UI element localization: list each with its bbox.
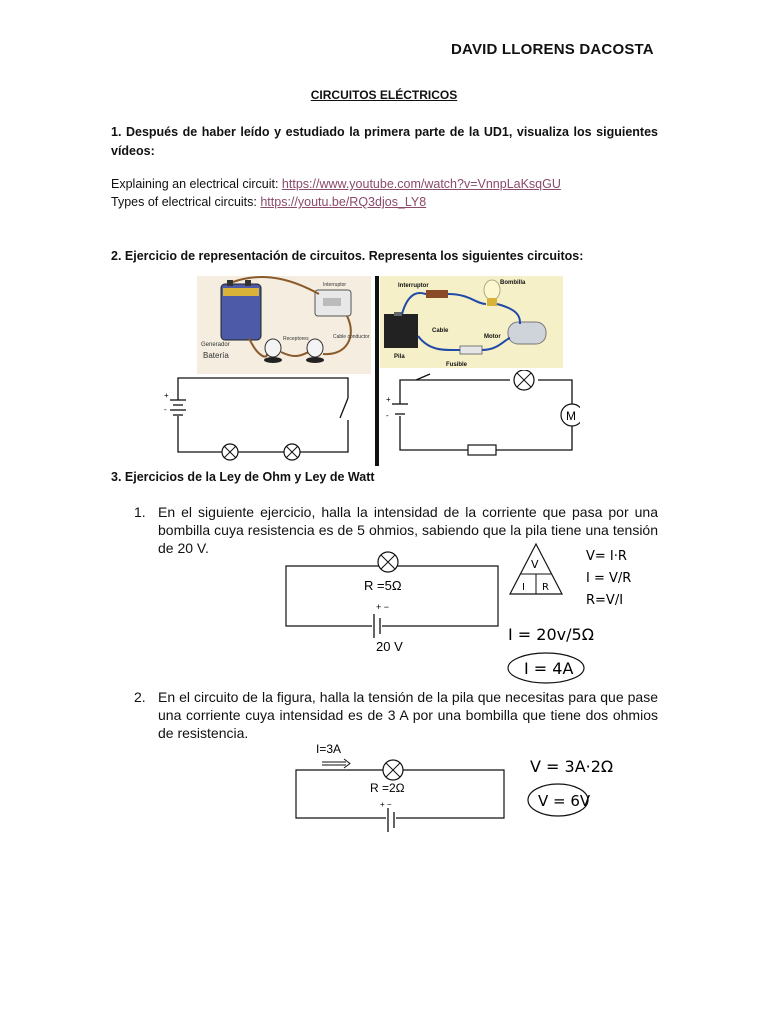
ohm-triangle-notes <box>506 540 666 690</box>
exercise-1-number: 1. <box>134 504 146 520</box>
circuit-schematics <box>160 370 580 470</box>
ex1-battery-signs: + − <box>376 602 390 612</box>
link-line-2 <box>111 195 426 209</box>
triangle-r: R <box>542 582 549 593</box>
exercise-1-circuit <box>284 548 504 658</box>
ex1-voltage-label: 20 V <box>376 639 403 654</box>
ex2-handwritten-notes <box>526 750 656 830</box>
exercise-2-circuit <box>292 740 512 840</box>
photo2-label-cable: Cable <box>432 328 449 334</box>
right-battery-plus: + <box>386 395 391 404</box>
exercise-2-text <box>134 688 658 742</box>
photo2-label-motor: Motor <box>484 334 501 340</box>
exercise-2-number: 2. <box>134 689 146 705</box>
formula-i: I = V/R <box>586 571 632 586</box>
question-3-heading: 3. Ejercicios de la Ley de Ohm y Ley de Watt <box>111 470 375 484</box>
ex2-resistance-label: R =2Ω <box>370 781 405 795</box>
circuit-photo-left <box>197 276 371 374</box>
ex1-work: I = 20v/5Ω <box>508 625 594 644</box>
link-explaining-circuit[interactable]: https://www.youtube.com/watch?v=VnnpLaKsqGU <box>281 177 561 191</box>
author-name: DAVID LLORENS DACOSTA <box>451 41 654 58</box>
photo2-label-interruptor: Interruptor <box>398 283 429 289</box>
formula-v: V= I·R <box>586 549 627 564</box>
exercise-1-statement: En el siguiente ejercicio, halla la intensidad de la corriente que pasa por una bombilla cuya resistencia es de 5 ohmios, sabiendo que la pila tiene una tensión de 20 V. <box>158 504 658 556</box>
exercise-2-statement: En el circuito de la figura, halla la tensión de la pila que necesitas para que pase una corriente cuya intensidad es de 3 A por una bombilla que tiene dos ohmios de resistencia. <box>158 689 658 741</box>
link-label-1: Explaining an electrical circuit: <box>111 177 282 191</box>
ex1-answer: I = 4A <box>524 659 574 678</box>
photo2-label-fusible: Fusible <box>446 362 468 368</box>
ex1-resistance-label: R =5Ω <box>364 578 402 593</box>
photo2-label-pila: Pila <box>394 354 405 360</box>
photo-label-receptores: Receptores <box>283 336 309 342</box>
circuit-photo-right <box>380 276 563 368</box>
ex2-answer: V = 6V <box>538 792 591 810</box>
photo2-label-bombilla: Bombilla <box>500 280 526 286</box>
question-2-heading: 2. Ejercicio de representación de circuitos. Representa los siguientes circuitos: <box>111 249 584 263</box>
formula-r: R=V/I <box>586 593 624 608</box>
ex2-current-label: I=3A <box>316 742 342 756</box>
question-1-heading: 1. Después de haber leído y estudiado la primera parte de la UD1, visualiza los siguientes vídeos: <box>111 125 658 158</box>
triangle-i: I <box>522 582 525 593</box>
left-battery-minus: - <box>164 405 167 414</box>
triangle-v: V <box>531 558 539 571</box>
left-battery-plus: + <box>164 391 169 400</box>
photo-label-bateria: Batería <box>203 351 229 360</box>
link-types-circuits[interactable]: https://youtu.be/RQ3djos_LY8 <box>260 195 427 209</box>
motor-symbol: M <box>566 409 576 423</box>
photo-label-generador: Generador <box>201 342 230 348</box>
photo-label-cable: Cable conductor <box>333 334 370 340</box>
document-title: CIRCUITOS ELÉCTRICOS <box>310 88 458 102</box>
link-label-2: Types of electrical circuits: <box>111 195 261 209</box>
ex2-work: V = 3A·2Ω <box>530 757 614 776</box>
photo-label-interruptor: Interruptor <box>323 282 347 288</box>
link-line-1 <box>111 177 561 191</box>
right-battery-minus: - <box>386 411 389 420</box>
ex2-battery-signs: + − <box>380 800 392 809</box>
